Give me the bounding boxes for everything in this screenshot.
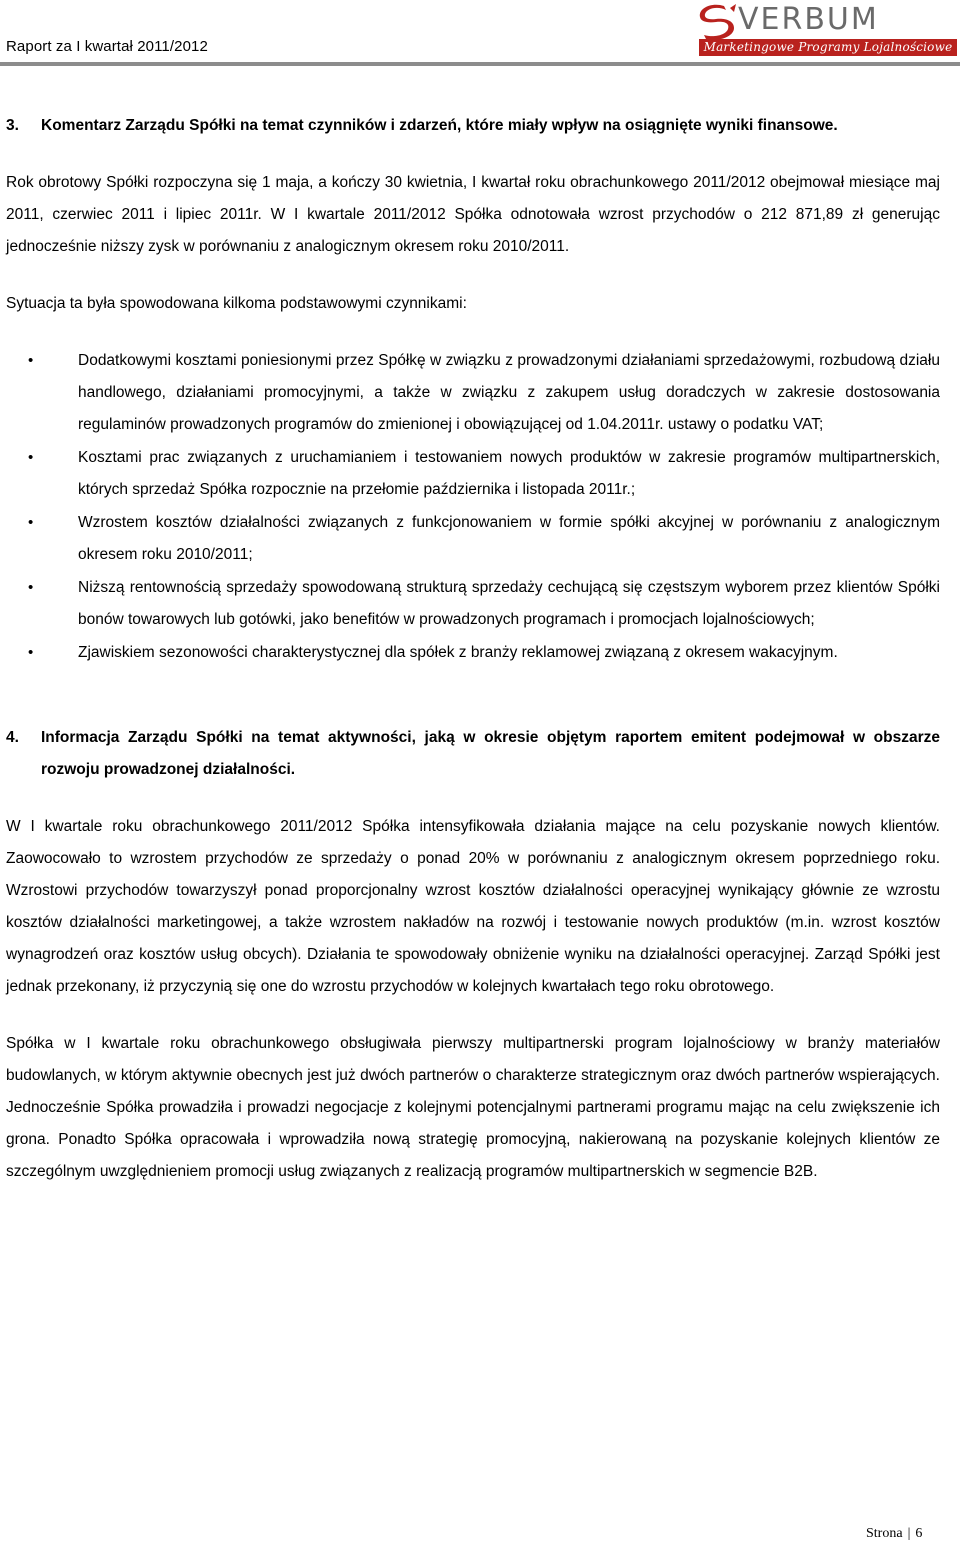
header-divider [0,62,960,66]
section-4-heading [6,722,940,786]
page-label: Strona [866,1526,903,1541]
section-4-title: Informacja Zarządu Spółki na temat aktywności, jaką w okresie objętym raportem emitent podejmował w obszarze rozwoju prowadzonej działalności. [41,729,940,778]
page-footer [866,1526,922,1542]
list-item: • Dodatkowymi kosztami poniesionymi przez Spółkę w związku z prowadzonymi działaniami sprzedażowymi, rozbudową działu handlowego, działaniami promocyjnymi, a także w związku z zakupem usług doradczych w zakresie dostosowania regulaminów prowadzonych programów do zmienionej i obowiązującej od 1.04.2011r. ustawy o podatku VAT; [6,345,940,441]
verbum-swirl-icon [694,2,738,42]
section-3-heading [6,110,940,142]
page-separator: | [907,1526,911,1541]
page-header [0,0,960,62]
section-3-title: Komentarz Zarządu Spółki na temat czynników i zdarzeń, które miały wpływ na osiągnięte wyniki finansowe. [41,117,838,134]
section-3-paragraph-1: Rok obrotowy Spółki rozpoczyna się 1 maja, a kończy 30 kwietnia, I kwartał roku obrachunkowego 2011/2012 obejmował miesiące maj 2011, czerwiec 2011 i lipiec 2011r. W I kwartale 2011/2012 Spółka odnotowała wzrost przychodów o 212 871,89 zł generując jednocześnie niższy zysk w porównaniu z analogicznym okresem roku 2010/2011. [6,174,940,255]
page-number: 6 [915,1526,923,1541]
verbum-logo [694,2,958,58]
list-item: • Kosztami prac związanych z uruchamianiem i testowaniem nowych produktów w zakresie programów multipartnerskich, których sprzedaż Spółka rozpocznie na przełomie października i listopada 2011r.; [6,442,940,506]
page-content [6,110,940,1188]
section-3-paragraph-2: Sytuacja ta była spowodowana kilkoma podstawowymi czynnikami: [6,295,467,312]
logo-tagline: Marketingowe Programy Lojalnościowe [699,39,957,56]
section-4-number: 4. [6,729,19,746]
list-item: • Wzrostem kosztów działalności związanych z funkcjonowaniem w formie spółki akcyjnej w porównaniu z analogicznym okresem roku 2010/2011; [6,507,940,571]
list-item: • Niższą rentownością sprzedaży spowodowaną strukturą sprzedaży cechującą się częstszym wyborem przez klientów Spółki bonów towarowych lub gotówki, jako benefitów w prowadzonych programach i promocjach lojalnościowych; [6,572,940,636]
logo-wordmark: VERBUM [738,2,879,37]
section-4-paragraph-1: W I kwartale roku obrachunkowego 2011/2012 Spółka intensyfikowała działania mające na celu pozyskanie nowych klientów. Zaowocowało to wzrostem przychodów ze sprzedaży o ponad 20% w porównaniu z analogicznym okresem poprzedniego roku. Wzrostowi przychodów towarzyszył ponad proporcjonalny wzrost kosztów działalności operacyjnej wynikający głównie ze wzrostu kosztów działalności marketingowej, a także wzrostem nakładów na rozwój i testowanie nowych produktów (m.in. wzrost kosztów wynagrodzeń oraz kosztów usług obcych). Działania te spowodowały obniżenie wyniku na działalności operacyjnej. Zarząd Spółki jest jednak przekonany, iż przyczynią się one do wzrostu przychodów w kolejnych kwartałach tego roku obrotowego. [6,818,940,995]
list-item: • Zjawiskiem sezonowości charakterystycznej dla spółek z branży reklamowej związaną z okresem wakacyjnym. [6,637,940,669]
factors-list [6,345,940,669]
section-3-number: 3. [6,117,19,134]
section-4-paragraph-2: Spółka w I kwartale roku obrachunkowego obsługiwała pierwszy multipartnerski program lojalnościowy w branży materiałów budowlanych, w którym aktywnie obecnych jest już dwóch partnerów o charakterze strategicznym oraz dwóch partnerów wspierających. Jednocześnie Spółka prowadziła i prowadzi negocjacje z kolejnymi potencjalnymi partnerami programu mając na celu zwiększenie ich grona. Ponadto Spółka opracowała i wprowadziła nową strategię promocyjną, nakierowaną na pozyskanie kolejnych klientów ze szczególnym uwzględnieniem promocji usług związanych z realizacją programów multipartnerskich w segmencie B2B. [6,1035,940,1180]
report-title: Raport za I kwartał 2011/2012 [6,38,208,55]
